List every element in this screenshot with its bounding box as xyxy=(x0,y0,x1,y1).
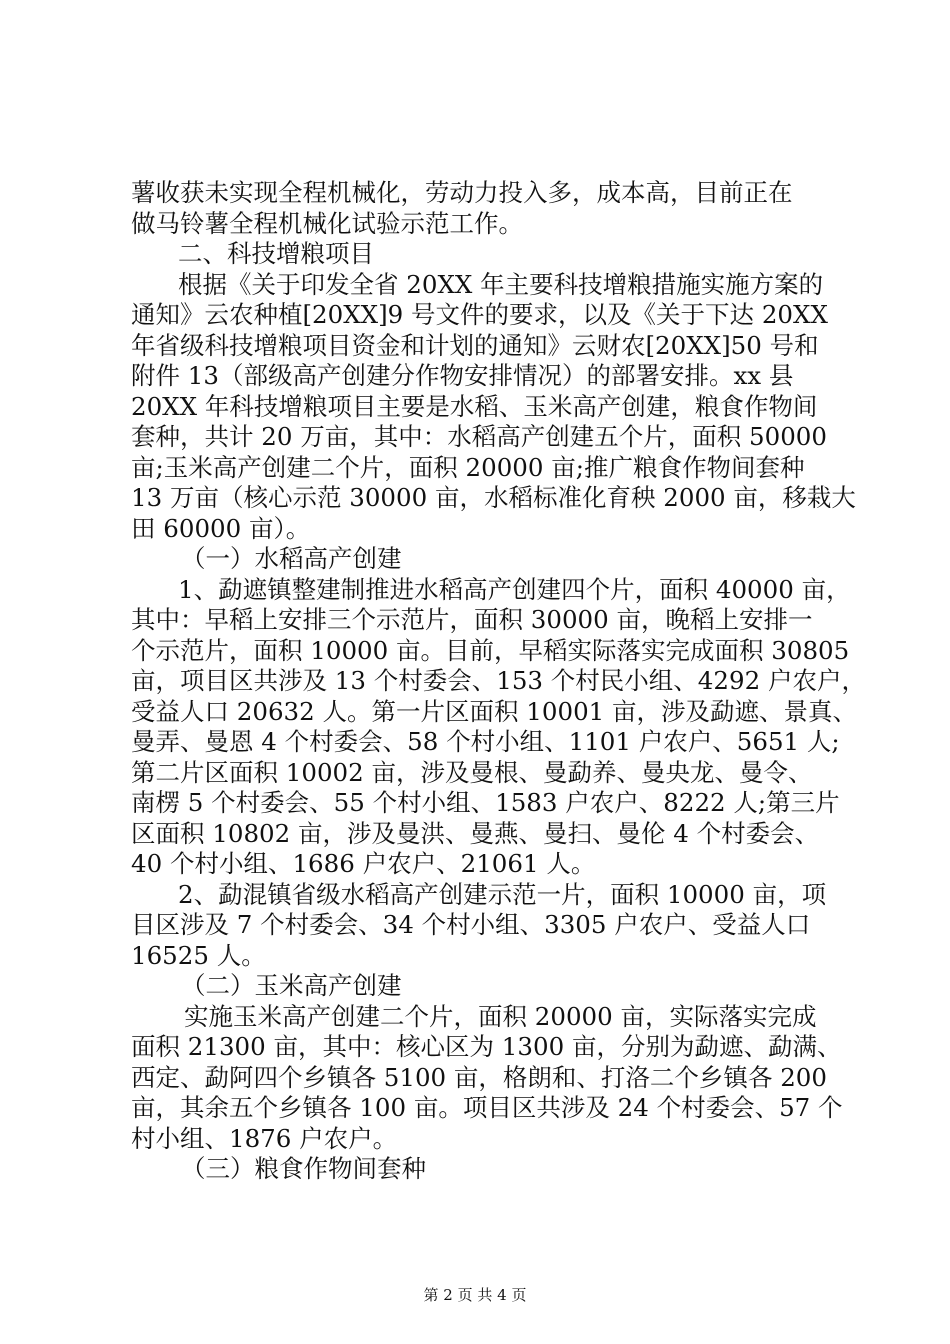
text-line: 亩;玉米高产创建二个片，面积 20000 亩;推广粮食作物间套种 xyxy=(131,453,805,482)
text-line: 村小组、1876 户农户。 xyxy=(131,1124,398,1153)
text-line: 做马铃薯全程机械化试验示范工作。 xyxy=(131,209,523,238)
text-line: 第二片区面积 10002 亩，涉及曼根、曼勐养、曼央龙、曼令、 xyxy=(131,758,813,787)
subsection-heading: （一）水稻高产创建 xyxy=(181,544,402,573)
text-line: 个示范片，面积 10000 亩。目前，早稻实际落实完成面积 30805 xyxy=(131,636,850,665)
text-line: 目区涉及 7 个村委会、34 个村小组、3305 户农户、受益人口 xyxy=(131,910,811,939)
subsection-heading: （三）粮食作物间套种 xyxy=(181,1154,426,1183)
text-line: 区面积 10802 亩，涉及曼洪、曼燕、曼扫、曼伦 4 个村委会、 xyxy=(131,819,820,848)
text-line: 田 60000 亩）。 xyxy=(131,514,311,543)
text-line: 受益人口 20632 人。第一片区面积 10001 亩，涉及勐遮、景真、 xyxy=(131,697,858,726)
section-heading: 二、科技增粮项目 xyxy=(178,239,374,268)
text-line: 薯收获未实现全程机械化，劳动力投入多，成本高，目前正在 xyxy=(131,178,793,207)
text-line: 曼弄、曼恩 4 个村委会、58 个村小组、1101 户农户、5651 人; xyxy=(131,727,840,756)
subsection-heading: （二）玉米高产创建 xyxy=(181,971,402,1000)
text-line: 南楞 5 个村委会、55 个村小组、1583 户农户、8222 人;第三片 xyxy=(131,788,840,817)
text-line: 40 个村小组、1686 户农户、21061 人。 xyxy=(131,849,596,878)
text-line: 面积 21300 亩，其中：核心区为 1300 亩，分别为勐遮、勐满、 xyxy=(131,1032,842,1061)
text-line: 2、勐混镇省级水稻高产创建示范一片，面积 10000 亩，项 xyxy=(178,880,827,909)
text-line: 实施玉米高产创建二个片，面积 20000 亩，实际落实完成 xyxy=(184,1002,817,1031)
text-line: 1、勐遮镇整建制推进水稻高产创建四个片，面积 40000 亩， xyxy=(178,575,851,604)
text-line: 16525 人。 xyxy=(131,941,266,970)
text-line: 通知》云农种植[20XX]9 号文件的要求，以及《关于下达 20XX xyxy=(131,300,828,329)
text-line: 附件 13（部级高产创建分作物安排情况）的部署安排。xx 县 xyxy=(131,361,794,390)
text-line: 其中：早稻上安排三个示范片，面积 30000 亩，晚稻上安排一 xyxy=(131,605,813,634)
page-footer: 第 2 页 共 4 页 xyxy=(423,1286,527,1304)
text-line: 亩，其余五个乡镇各 100 亩。项目区共涉及 24 个村委会、57 个 xyxy=(131,1093,843,1122)
text-line: 13 万亩（核心示范 30000 亩，水稻标准化育秧 2000 亩，移栽大 xyxy=(131,483,856,512)
text-line: 20XX 年科技增粮项目主要是水稻、玉米高产创建，粮食作物间 xyxy=(131,392,818,421)
text-line: 年省级科技增粮项目资金和计划的通知》云财农[20XX]50 号和 xyxy=(131,331,819,360)
text-line: 根据《关于印发全省 20XX 年主要科技增粮措施实施方案的 xyxy=(178,270,824,299)
text-line: 亩，项目区共涉及 13 个村委会、153 个村民小组、4292 户农户， xyxy=(131,666,866,695)
text-line: 西定、勐阿四个乡镇各 5100 亩，格朗和、打洛二个乡镇各 200 xyxy=(131,1063,827,1092)
text-line: 套种，共计 20 万亩，其中：水稻高产创建五个片，面积 50000 xyxy=(131,422,827,451)
